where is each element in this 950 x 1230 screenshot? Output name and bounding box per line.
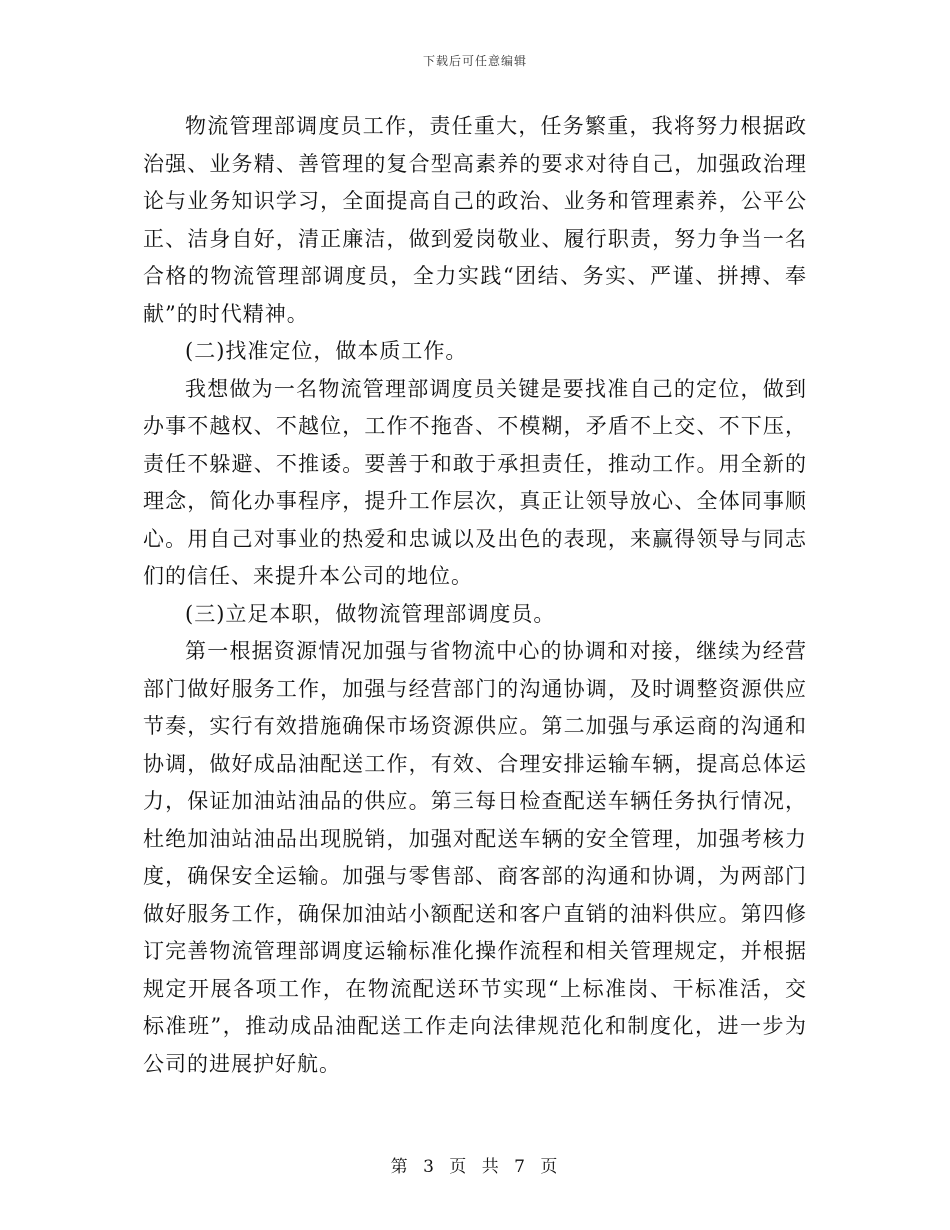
page-header: 下载后可任意编辑 bbox=[422, 54, 527, 68]
paragraph-responsibility: 物流管理部调度员工作，责任重大，任务繁重，我将努力根据政治强、业务精、善管理的复合型高素养的要求对待自己，加强政治理论与业务知识学习，全面提高自己的政治、业务和管理素养，公平公正、洁身自好，清正廉洁，做到爱岗敬业、履行职责，努力争当一名合格的物流管理部调度员，全力实践“团结、务实、严谨、拼搏、奉献”的时代精神。 bbox=[143, 114, 807, 326]
paragraph-duties: 第一根据资源情况加强与省物流中心的协调和对接，继续为经营部门做好服务工作，加强与经营部门的沟通协调，及时调整资源供应节奏，实行有效措施确保市场资源供应。第二加强与承运商的沟通和协调，做好成品油配送工作，有效、合理安排运输车辆，提高总体运力，保证加油站油品的供应。第三每日检查配送车辆任务执行情况，杜绝加油站油品出现脱销，加强对配送车辆的安全管理，加强考核力度，确保安全运输。加强与零售部、商客部的沟通和协调，为两部门做好服务工作，确保加油站小额配送和客户直销的油料供应。第四修订完善物流管理部调度运输标准化操作流程和相关管理规定，并根据规定开展各项工作，在物流配送环节实现“上标准岗、干标准活，交标准班”，推动成品油配送工作走向法律规范化和制度化，进一步为公司的进展护好航。 bbox=[143, 639, 807, 1076]
section-heading-duties: (三)立足本职，做物流管理部调度员。 bbox=[185, 601, 556, 626]
paragraph-positioning: 我想做为一名物流管理部调度员关键是要找准自己的定位，做到办事不越权、不越位，工作不拖沓、不模糊，矛盾不上交、不下压，责任不躲避、不推诿。要善于和敢于承担责任，推动工作。用全新的理念，简化办事程序，提升工作层次，真正让领导放心、全体同事顺心。用自己对事业的热爱和忠诚以及出色的表现，来赢得领导与同志们的信任、来提升本公司的地位。 bbox=[143, 376, 807, 588]
document-body bbox=[143, 108, 807, 1083]
section-heading-positioning: (二)找准定位，做本质工作。 bbox=[185, 339, 468, 363]
page-number: 第 3 页 共 7 页 bbox=[390, 1157, 560, 1177]
